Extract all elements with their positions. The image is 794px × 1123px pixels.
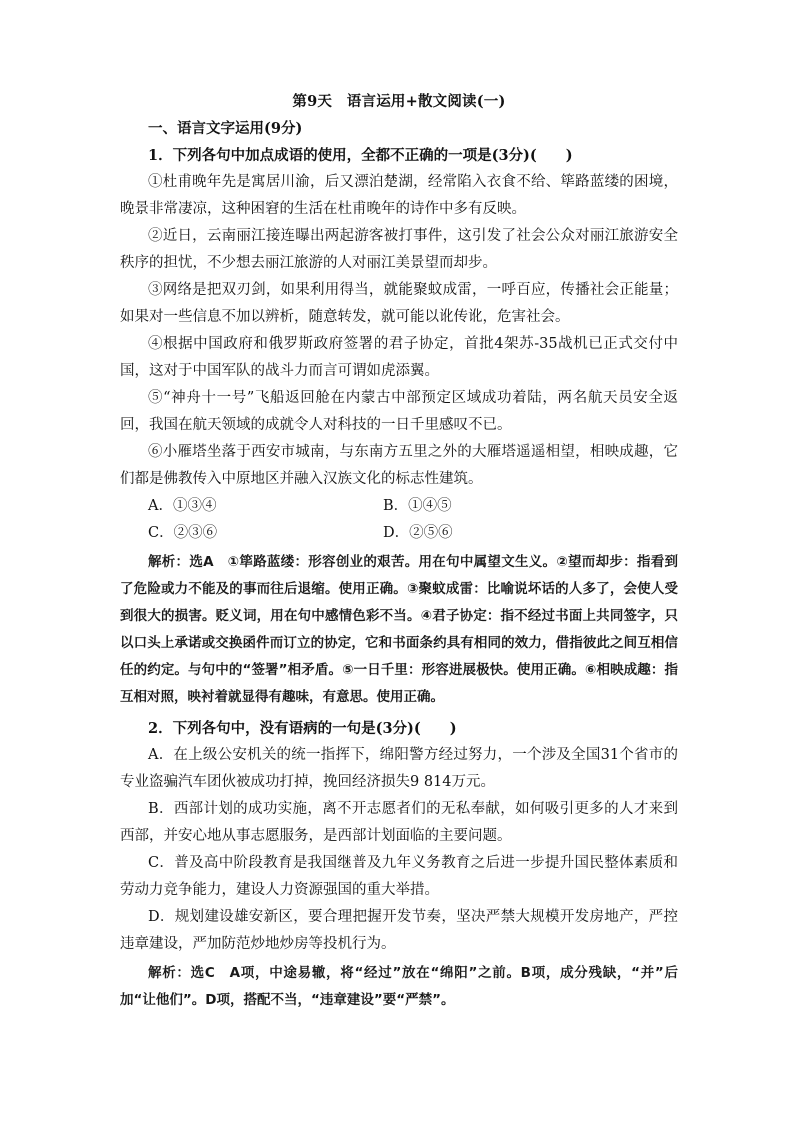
- question-1-analysis: 解析：选A ①筚路蓝缕：形容创业的艰苦。用在句中属望文生义。②望而却步：指看到了危险或力不能及的事而往后退缩。使用正确。③聚蚊成雷：比喻说坏话的人多了，会使人受到很大的损害。贬义词，用在句中感情色彩不当。④君子协定：指不经过书面上共同签字，只以口头上承诺或交换函件而订立的协定，它和书面条约具有相同的效力，借指彼此之间互相信任的约定。与句中的“签署”相矛盾。⑤一日千里：形容进展极快。使用正确。⑥相映成趣：指互相对照，映衬着就显得有趣味，有意思。使用正确。: [120, 554, 678, 705]
- question-1-stem: 1．下列各句中加点成语的使用，全都不正确的一项是(3分)( ): [148, 147, 573, 164]
- option-c: C．②③⑥: [148, 525, 218, 541]
- document-content: [120, 92, 678, 1014]
- question-2-stem: 2．下列各句中，没有语病的一句是(3分)( ): [148, 720, 457, 737]
- question-2-option-d: D．规划建设雄安新区，要合理把握开发节奏，坚决严禁大规模开发房地产，严控违章建设，严加防范炒地炒房等投机行为。: [120, 909, 678, 952]
- question-1-item-5: ⑤“神舟十一号”飞船返回舱在内蒙古中部预定区域成功着陆，两名航天员安全返回，我国在航天领域的成就令人对科技的一日千里感叹不已。: [120, 390, 678, 433]
- question-1-item-6: ⑥小雁塔坐落于西安市城南，与东南方五里之外的大雁塔遥遥相望，相映成趣，它们都是佛教传入中原地区并融入汉族文化的标志性建筑。: [120, 444, 678, 487]
- page-title: 第9天 语言运用+散文阅读(一): [292, 93, 506, 110]
- question-2-option-c: C．普及高中阶段教育是我国继普及九年义务教育之后进一步提升国民整体素质和劳动力竞争能力，建设人力资源强国的重大举措。: [120, 855, 678, 898]
- question-1-item-2: ②近日，云南丽江接连曝出两起游客被打事件，这引发了社会公众对丽江旅游安全秩序的担忧，不少想去丽江旅游的人对丽江美景望而却步。: [120, 228, 678, 271]
- section-heading: 一、语言文字运用(9分): [148, 120, 303, 137]
- question-2-option-a: A．在上级公安机关的统一指挥下，绵阳警方经过努力，一个涉及全国31个省市的专业盗骗汽车团伙被成功打掉，挽回经济损失9 814万元。: [120, 747, 678, 790]
- question-1-item-1: ①杜甫晚年先是寓居川渝，后又漂泊楚湖，经常陷入衣食不给、筚路蓝缕的困境，晚景非常凄凉，这种困窘的生活在杜甫晚年的诗作中多有反映。: [120, 174, 678, 217]
- option-d: D．②⑤⑥: [383, 525, 453, 541]
- question-1-item-4: ④根据中国政府和俄罗斯政府签署的君子协定，首批4架苏-35战机已正式交付中国，这对于中国军队的战斗力而言可谓如虎添翼。: [120, 336, 678, 379]
- option-a: A．①③④: [148, 498, 217, 514]
- question-2-analysis: 解析：选C A项，中途易辙，将“经过”放在“绵阳”之前。B项，成分残缺，“并”后加“让他们”。D项，搭配不当，“违章建设”要“严禁”。: [120, 965, 678, 1008]
- question-1-options-row-1: [120, 493, 678, 520]
- option-b: B．①④⑤: [383, 498, 452, 514]
- question-2-option-b: B．西部计划的成功实施，离不开志愿者们的无私奉献，如何吸引更多的人才来到西部，并安心地从事志愿服务，是西部计划面临的主要问题。: [120, 801, 678, 844]
- question-1-options-row-2: [120, 520, 678, 547]
- question-1-item-3: ③网络是把双刃剑，如果利用得当，就能聚蚊成雷，一呼百应，传播社会正能量；如果对一些信息不加以辨析，随意转发，就可能以讹传讹，危害社会。: [120, 282, 678, 325]
